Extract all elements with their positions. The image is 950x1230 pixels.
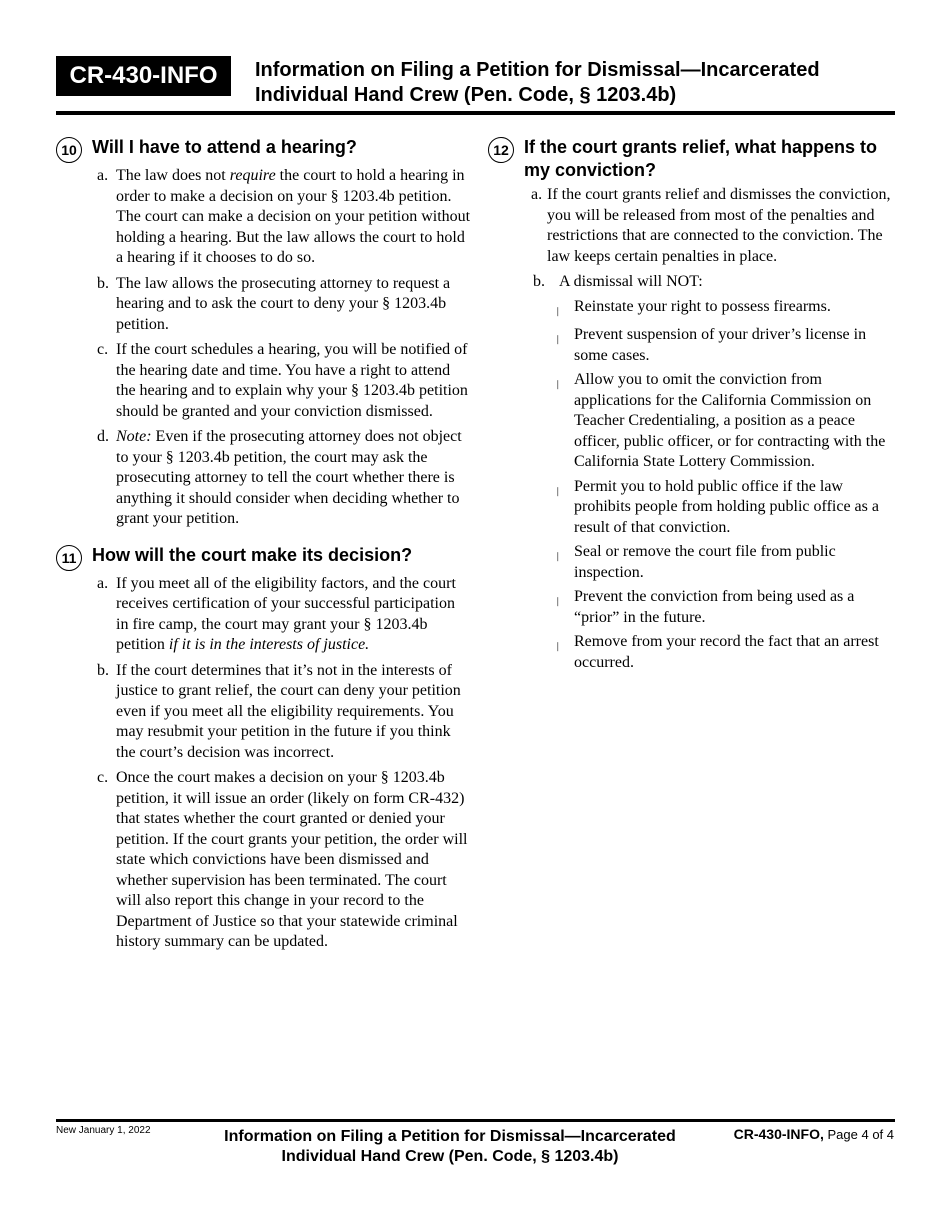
list-item	[531, 272, 898, 293]
form-id-badge: CR-430-INFO	[56, 56, 231, 96]
item-text: If the court grants relief and dismisses the conviction, you will be released from most of the penalties and restrictions that are connected to the conviction. The law keeps certain penalties in place.	[547, 186, 891, 265]
header-divider	[56, 111, 895, 115]
item-label: c.	[97, 769, 109, 786]
right-column	[488, 136, 898, 677]
bullet-text: Prevent the conviction from being used as a “prior” in the future.	[574, 588, 855, 626]
bullet-text: Seal or remove the court file from public inspection.	[574, 543, 836, 581]
item-text: The law allows the prosecuting attorney to request a hearing and to ask the court to deny your § 1203.4b petition.	[116, 274, 451, 333]
section-10	[56, 136, 471, 530]
left-column	[56, 136, 471, 958]
section-title: If the court grants relief, what happens to my conviction?	[524, 137, 878, 180]
list-item	[97, 574, 471, 656]
bullet-item	[554, 297, 898, 322]
item-label: b.	[533, 273, 545, 290]
bullet-text: Reinstate your right to possess firearms.	[574, 297, 831, 315]
list-item	[97, 661, 471, 764]
page-title	[255, 58, 895, 108]
bullet-text: Allow you to omit the conviction from applications for the California Commission on Teacher Credentialing, a position as a peace officer, public officer, or for contracting with the California State Lottery Commission.	[574, 371, 886, 470]
section-12	[488, 136, 898, 673]
list-item	[97, 274, 471, 336]
page-title-line1: Information on Filing a Petition for Dismissal—Incarcerated	[255, 59, 820, 81]
bullet-marker-icon: ❘	[554, 305, 562, 316]
bullet-text: Remove from your record the fact that an arrest occurred.	[574, 633, 879, 671]
footer-divider	[56, 1119, 895, 1122]
item-text: The law does not require the court to hold a hearing in order to make a decision on your § 1203.4b petition. The court can make a decision on your petition without holding a hearing. But the law allows the court to hold a hearing if it chooses to do so.	[116, 167, 471, 266]
section-title: Will I have to attend a hearing?	[92, 137, 357, 157]
section-11	[56, 544, 471, 953]
bullet-item	[554, 325, 898, 366]
list-item	[531, 185, 898, 267]
bullet-marker-icon: ❘	[554, 334, 562, 344]
item-text: Note: Even if the prosecuting attorney does not object to your § 1203.4b petition, the court may ask the prosecuting attorney to tell the court whether there is anything it should consider when deciding whether to grant your petition.	[116, 428, 462, 527]
item-text: If the court schedules a hearing, you will be notified of the hearing date and time. You have a right to attend the hearing and to explain why your § 1203.4b petition should be granted and your conviction dismissed.	[116, 341, 468, 420]
footer-title	[195, 1127, 705, 1167]
item-label: c.	[97, 341, 109, 358]
bullet-item	[554, 370, 898, 473]
footer-date: New January 1, 2022	[56, 1125, 151, 1136]
section-11-heading	[56, 544, 471, 571]
bullet-item	[554, 477, 898, 539]
bullet-item	[554, 542, 898, 583]
section-number-badge: 10	[56, 137, 82, 163]
dismissal-limits-list	[531, 297, 898, 674]
item-label: b.	[97, 274, 109, 292]
section-number-badge: 12	[488, 137, 514, 163]
bullet-item	[554, 587, 898, 628]
bullet-marker-icon: ❘	[554, 485, 562, 496]
bullet-marker-icon: ❘	[554, 641, 562, 651]
bullet-marker-icon: ❘	[554, 596, 562, 606]
item-text: A dismissal will NOT:	[559, 273, 703, 290]
bullet-item	[554, 632, 898, 673]
list-item	[97, 768, 471, 953]
footer-title-line2: Individual Hand Crew (Pen. Code, § 1203.4b)	[281, 1148, 619, 1165]
item-label: a.	[531, 186, 543, 203]
item-text: If the court determines that it’s not in the interests of justice to grant relief, the court can deny your petition even if you meet all the eligibility requirements. You may resubmit your petition in the future if you think the court’s decision was incorrect.	[116, 661, 461, 761]
footer-page-info	[734, 1126, 894, 1142]
item-label: b.	[97, 661, 109, 679]
page-number: Page 4 of 4	[827, 1127, 894, 1142]
section-title: How will the court make its decision?	[92, 544, 413, 565]
item-text: Once the court makes a decision on your § 1203.4b petition, it will issue an order (likely on form CR-432) that states whether the court granted or denied your petition. If the court grants your petition, the order will state which convictions have been dismissed and whether supervision has been terminated. The court will also report this change in your record to the Department of Justice so that your statewide criminal history summary can be updated.	[116, 769, 468, 950]
footer-title-line1: Information on Filing a Petition for Dismissal—Incarcerated	[224, 1128, 676, 1145]
section-10-heading	[56, 136, 471, 163]
footer-form-id: CR-430-INFO,	[733, 1126, 824, 1142]
bullet-marker-icon: ❘	[554, 551, 562, 561]
page-title-line2: Individual Hand Crew (Pen. Code, § 1203.4b)	[255, 84, 677, 106]
item-label: d.	[97, 428, 109, 445]
bullet-marker-icon: ❘	[554, 379, 562, 389]
bullet-text: Permit you to hold public office if the law prohibits people from holding public office as a result of that conviction.	[574, 477, 879, 536]
section-12-heading	[488, 136, 898, 182]
list-item	[97, 166, 471, 269]
list-item	[97, 340, 471, 422]
list-item	[97, 427, 471, 530]
item-text: If you meet all of the eligibility factors, and the court receives certification of your successful participation in fire camp, the court may grant your § 1203.4b petition if it is in the interests of justice.	[116, 574, 456, 653]
item-label: a.	[97, 167, 109, 184]
item-label: a.	[97, 574, 109, 592]
section-number-badge: 11	[56, 545, 82, 571]
bullet-text: Prevent suspension of your driver’s license in some cases.	[574, 326, 867, 364]
